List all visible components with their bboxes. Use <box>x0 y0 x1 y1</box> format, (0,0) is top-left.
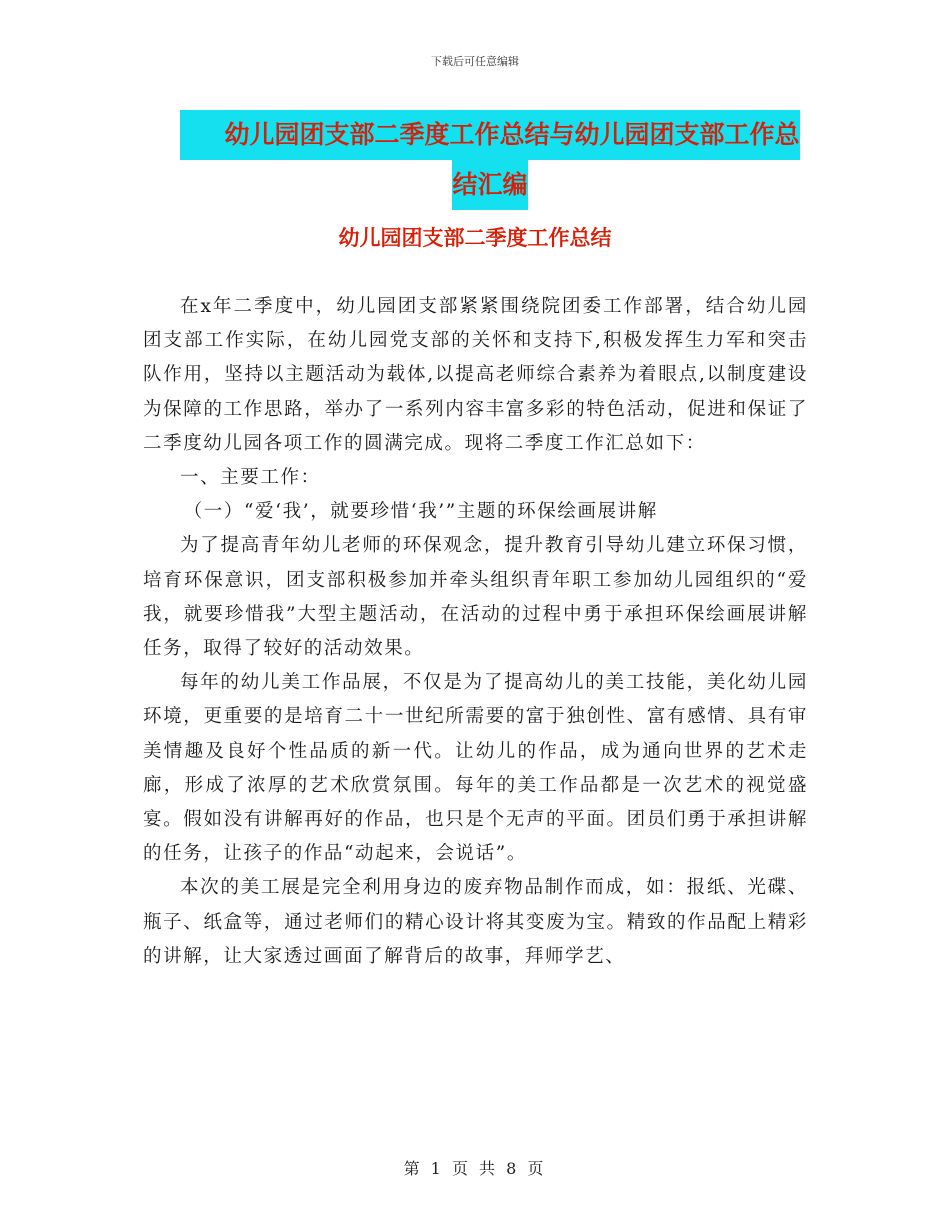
paragraph: 在x年二季度中，幼儿园团支部紧紧围绕院团委工作部署，结合幼儿园团支部工作实际，在幼儿园党支部的关怀和支持下,积极发挥生力军和突击队作用，坚持以主题活动为载体,以提高老师综合素养为着眼点,以制度建设为保障的工作思路，举办了一系列内容丰富多彩的特色活动，促进和保证了二季度幼儿园各项工作的圆满完成。现将二季度工作汇总如下： <box>143 296 808 454</box>
document-body <box>143 290 808 974</box>
document-title <box>150 110 830 210</box>
page-footer: 第 1 页 共 8 页 <box>403 1159 547 1178</box>
section-title: 幼儿园团支部二季度工作总结 <box>338 226 612 250</box>
document-title-line-2: 结汇编 <box>452 160 527 210</box>
header-note: 下载后可任意编辑 <box>431 55 519 68</box>
paragraph: 一、主要工作： <box>180 467 321 489</box>
paragraph: 每年的幼儿美工作品展，不仅是为了提高幼儿的美工技能，美化幼儿园环境，更重要的是培育二十一世纪所需要的富于独创性、富有感情、具有审美情趣及良好个性品质的新一代。让幼儿的作品，成为通向世界的艺术走廊，形成了浓厚的艺术欣赏氛围。每年的美工作品都是一次艺术的视觉盛宴。假如没有讲解再好的作品，也只是个无声的平面。团员们勇于承担讲解的任务，让孩子的作品“动起来，会说话”。 <box>143 672 808 865</box>
paragraph: （一）“爱‘我’，就要珍惜‘我’”主题的环保绘画展讲解 <box>183 501 658 523</box>
document-title-line-1: 幼儿园团支部二季度工作总结与幼儿园团支部工作总 <box>180 110 799 160</box>
paragraph: 本次的美工展是完全利用身边的废弃物品制作而成，如：报纸、光碟、瓶子、纸盒等，通过老师们的精心设计将其变废为宝。精致的作品配上精彩的讲解，让大家透过画面了解背后的故事，拜师学艺、 <box>143 877 808 967</box>
paragraph: 为了提高青年幼儿老师的环保观念，提升教育引导幼儿建立环保习惯，培育环保意识，团支部积极参加并牵头组织青年职工参加幼儿园组织的“爱我，就要珍惜我”大型主题活动，在活动的过程中勇于承担环保绘画展讲解任务，取得了较好的活动效果。 <box>143 535 808 660</box>
